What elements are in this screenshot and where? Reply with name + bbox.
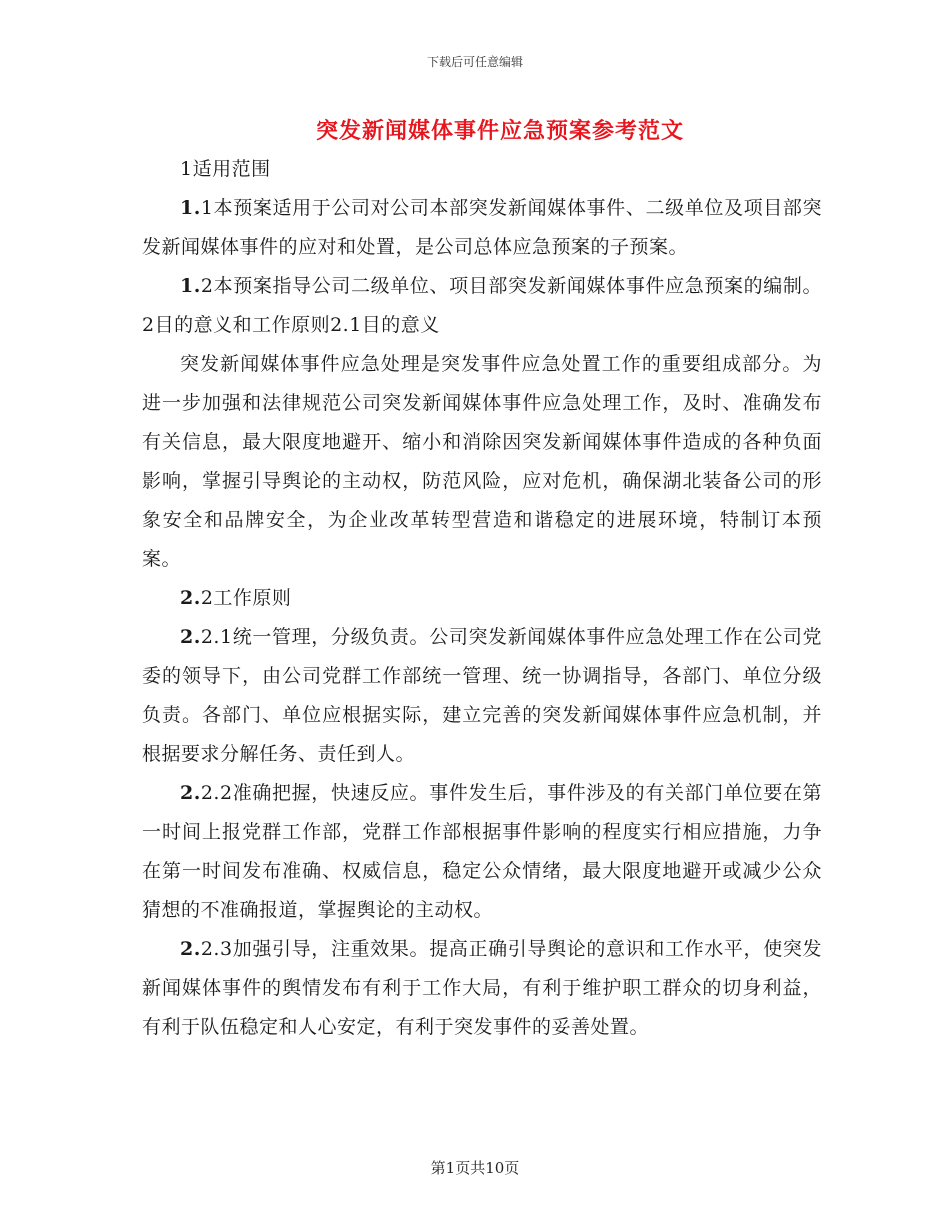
document-title: 突发新闻媒体事件应急预案参考范文: [315, 118, 684, 144]
section-number: 2.: [180, 938, 201, 960]
paragraph: [142, 267, 822, 345]
paragraph: [142, 930, 822, 1047]
document-body: [142, 150, 822, 1047]
paragraph-text: 2本预案指导公司二级单位、项目部突发新闻媒体事件应急预案的编制。2目的意义和工作原则2.1目的意义: [142, 275, 822, 336]
paragraph-text: 2工作原则: [200, 587, 292, 609]
page-footer: 第1页共10页: [430, 1159, 520, 1177]
paragraph: [142, 150, 822, 189]
paragraph-text: 突发新闻媒体事件应急处理是突发事件应急处置工作的重要组成部分。为进一步加强和法律规范公司突发新闻媒体事件应急处理工作，及时、准确发布有关信息，最大限度地避开、缩小和消除因突发新闻媒体事件造成的各种负面影响，掌握引导舆论的主动权，防范风险，应对危机，确保湖北装备公司的形象安全和品牌安全，为企业改革转型营造和谐稳定的进展环境，特制订本预案。: [142, 353, 822, 570]
section-number: 1.: [180, 275, 201, 297]
paragraph-text: 2.1统一管理，分级负责。公司突发新闻媒体事件应急处理工作在公司党委的领导下，由公司党群工作部统一管理、统一协调指导，各部门、单位分级负责。各部门、单位应根据实际，建立完善的突发新闻媒体事件应急机制，并根据要求分解任务、责任到人。: [142, 626, 822, 765]
paragraph: [142, 579, 822, 618]
section-number: 2.: [180, 626, 201, 648]
paragraph: [142, 345, 822, 579]
section-number: 2.: [180, 782, 201, 804]
paragraph-text: 2.2准确把握，快速反应。事件发生后，事件涉及的有关部门单位要在第一时间上报党群工作部，党群工作部根据事件影响的程度实行相应措施，力争在第一时间发布准确、权威信息，稳定公众情绪，最大限度地避开或减少公众猜想的不准确报道，掌握舆论的主动权。: [142, 782, 822, 921]
paragraph: [142, 189, 822, 267]
paragraph-text: 2.3加强引导，注重效果。提高正确引导舆论的意识和工作水平，使突发新闻媒体事件的舆情发布有利于工作大局，有利于维护职工群众的切身利益，有利于队伍稳定和人心安定，有利于突发事件的妥善处置。: [142, 938, 822, 1038]
section-number: 1.: [180, 197, 201, 219]
header-note: 下载后可任意编辑: [426, 55, 523, 69]
paragraph: [142, 774, 822, 930]
paragraph-text: 1本预案适用于公司对公司本部突发新闻媒体事件、二级单位及项目部突发新闻媒体事件的应对和处置，是公司总体应急预案的子预案。: [142, 197, 822, 258]
paragraph-text: 1适用范围: [180, 158, 271, 180]
section-number: 2.: [180, 587, 201, 609]
paragraph: [142, 618, 822, 774]
